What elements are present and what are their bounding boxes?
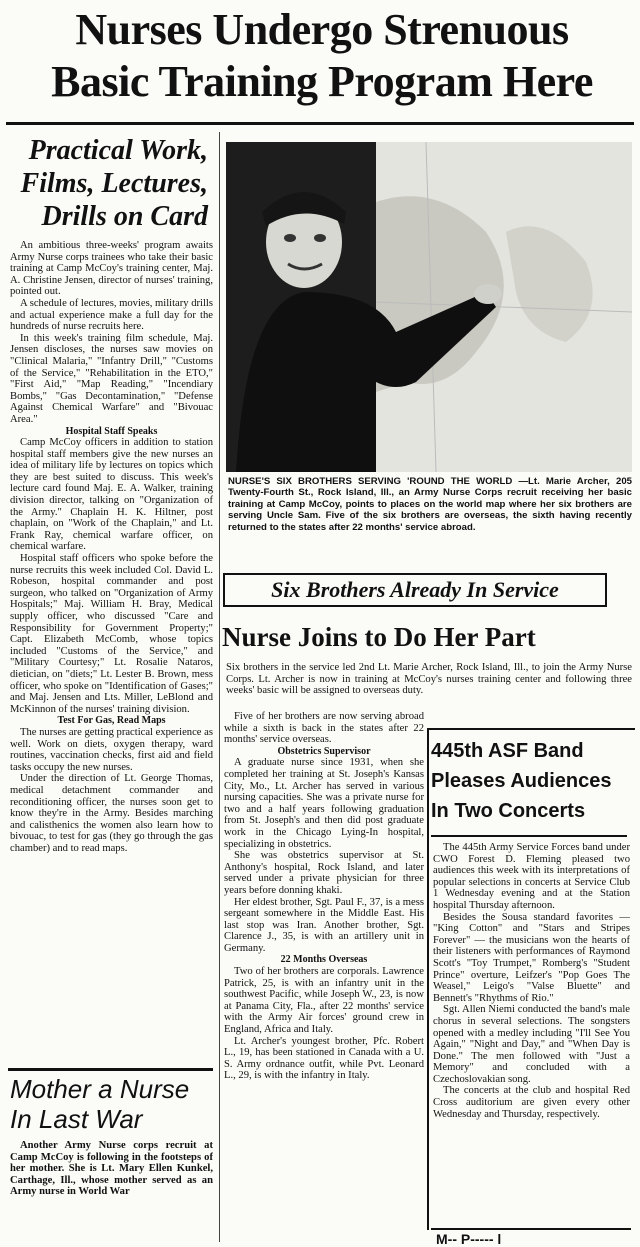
archer-subhead-2: 22 Months Overseas	[280, 954, 368, 966]
archer-p1: Five of her brothers are now serving abroad while a sixth is back in the states after 22 months' service overseas.	[224, 711, 424, 746]
deck-line-2: Films, Lectures,	[20, 168, 208, 199]
band-story	[433, 842, 630, 1232]
headline	[8, 4, 636, 108]
mother-story	[10, 1140, 213, 1245]
mother-p1: Another Army Nurse corps recruit at Camp McCoy is following in the footsteps of her mother. She is Lt. Mary Ellen Kunkel, Carthage, Ill., whose mother served as an Army nurse in World War	[10, 1140, 213, 1198]
archer-lead: Six brothers in the service led 2nd Lt. Marie Archer, Rock Island, Ill., to join the Army Nurse Corps. Lt. Archer is now in training at McCoy's nurses training center and following three weeks' basic will be assigned to overseas duty.	[226, 662, 632, 697]
band-headline	[431, 736, 631, 826]
main-p2: A schedule of lectures, movies, military drills and actual experience make a full day for the hundreds of nurse recruits here.	[10, 297, 213, 333]
deck	[8, 134, 208, 233]
photo-nurse-map	[226, 142, 632, 472]
six-brothers-heading: Six Brothers Already In Service	[223, 573, 607, 607]
archer-p5: Two of her brothers are corporals. Lawrence Patrick, 25, is with an infantry unit in the southwest Pacific, while Joseph W., 23, is now at Panama City, Fla., after 22 months' service with the Army Air forces' ground crew in England, Africa and Italy.	[224, 966, 424, 1036]
archer-p4: Her eldest brother, Sgt. Paul F., 37, is a mess sergeant somewhere in the Middle East. His last stop was Iran. Another brother, Sgt. Clarence J., 35, is with an artillery unit in Germany.	[224, 896, 424, 954]
headline-line-2: Basic Training Program Here	[51, 57, 593, 106]
band-rule	[431, 835, 627, 837]
archer-p2: A graduate nurse since 1931, when she completed her training at St. Joseph's Kansas City, Mo., Lt. Archer has served in various nursing capacities. She was a private nurse for two and a half years following graduation from St. Joseph's and then did post graduate work in the Chicago Lying-In hospital, specializing in obstetrics.	[224, 757, 424, 850]
archer-headline: Nurse Joins to Do Her Part	[222, 622, 536, 652]
deck-line-3: Drills on Card	[41, 201, 208, 232]
band-bottom-rule	[431, 1228, 631, 1230]
column-divider	[219, 132, 220, 1242]
main-p3: In this week's training film schedule, Maj. Jensen discloses, the nurses saw movies on "Clinical Malaria," "Infantry Drill," "Customs of the Service," "Rehabilitation in the ETO," "First Aid," "Map Reading," "Incendiary Bombs," "Gas Decontamination," "Defense Against Chemical Warfare" and "Bivouac Area."	[10, 332, 213, 425]
main-story	[10, 240, 213, 854]
next-headline-cut: M-- P----- l	[436, 1232, 502, 1246]
archer-story	[224, 711, 424, 1243]
band-p2: Besides the Sousa standard favorites — "King Cotton" and "Stars and Stripes Forever" — the musicians won the hearts of their listeners with performances of Raymond Scott's "Toy Trumpet," Romberg's "Student Prince" overture, Leifzer's "Pop Goes The Weasel," Leigo's "Valse Bluette" and Bennett's "Rhythms of Rio."	[433, 911, 630, 1004]
main-p6: The nurses are getting practical experience as well. Work on diets, oxygen therapy, ward routines, vaccination checks, first aid and field tasks occupy the new nurses.	[10, 726, 213, 773]
band-head-line-2: Pleases Audiences	[431, 770, 612, 792]
band-p1: The 445th Army Service Forces band under CWO Forest D. Fleming pleased two audiences this week with its interpretations of popular selections in concerts at Service Club 1 Wednesday evening and at the Station hospital Thursday afternoon.	[433, 842, 630, 911]
band-head-line-1: 445th ASF Band	[431, 740, 584, 762]
deck-line-1: Practical Work,	[28, 135, 208, 166]
main-subhead-1: Hospital Staff Speaks	[65, 425, 158, 437]
band-p4: The concerts at the club and hospital Red Cross auditorium are given every other Wednesday and Thursday, respectively.	[433, 1085, 630, 1120]
band-head-line-3: In Two Concerts	[431, 800, 586, 822]
headline-rule	[6, 122, 634, 125]
mother-head-line-2: In Last War	[10, 1104, 143, 1134]
main-p1: An ambitious three-weeks' program awaits Army Nurse corps trainees who take their basic training at Camp McCoy's training center, Maj. A. Christine Jensen, director of nurses' training, pointed out.	[10, 240, 213, 298]
main-subhead-2: Test For Gas, Read Maps	[57, 715, 166, 727]
archer-p3: She was obstetrics supervisor at St. Anthony's hospital, Rock Island, and later served under a private physician for three years before donning khaki.	[224, 850, 424, 896]
headline-line-1: Nurses Undergo Strenuous	[75, 5, 569, 54]
photo-caption: NURSE'S SIX BROTHERS SERVING 'ROUND THE WORLD —Lt. Marie Archer, 205 Twenty-Fourth St., Rock Island, Ill., an Army Nurse Corps recruit receiving her basic training at Camp McCoy, points to places on the world map where her six brothers are serving Uncle Sam. Five of the six brothers are overseas, the sixth having recently returned to the states after 22 months' service abroad.	[228, 476, 632, 533]
band-p3: Sgt. Allen Niemi conducted the band's male chorus in several selections. The songsters opened with a medley including "I'll See You Again," "Night and Day," and "When Day is Done." The men followed with "Just a Memory" and concluded with a Czechoslovakian song.	[433, 1004, 630, 1085]
archer-subhead-1: Obstetrics Supervisor	[277, 745, 371, 757]
photo-illustration	[226, 142, 632, 472]
mother-headline	[10, 1074, 215, 1134]
mother-rule	[8, 1068, 213, 1071]
archer-p6: Lt. Archer's youngest brother, Pfc. Robert L., 19, has been stationed in Canada with a U. S. Army ordnance outfit, while Pvt. Leonard L., 29, is with the infantry in Italy.	[224, 1035, 424, 1082]
main-p5: Hospital staff officers who spoke before the nurse recruits this week included Col. David L. Robeson, hospital commander and post surgeon, who talked on "Organization of Army Hospitals;" Maj. William H. Bray, Medical supply officer, who discussed "Care and Responsibility for Government Property;" Capt. Elizabeth McComb, whose topics included "Customs of the Service," and "Military Courtesy;" Lt. Rosalie Nataros, dietician, on "diets;" Lt. Lester B. Brown, mess officer, who spoke on "Identification of Gases;" and Maj. Jensen and Lts. Miller, LeBlond and McKinnon of the nurses' training division.	[10, 553, 213, 715]
mother-head-line-1: Mother a Nurse	[10, 1074, 190, 1104]
main-p4: Camp McCoy officers in addition to station hospital staff members give the new nurses an idea of military life by lectures on topics which they are best suited to discuss. This week's lecture card found Maj. E. A. Walker, training division director, talking on "Organization of the Army." Chaplain H. K. Hiltner, post chaplain, on "Work of the Chaplain," and Lt. Frank Ray, chemical warfare officer, on chemical warfare.	[10, 437, 213, 553]
main-p7: Under the direction of Lt. George Thomas, medical detachment commander and reconditioning officer, the nurses soon get to know they're in the Army. Besides marching and calisthenics the women also learn how to bivouac, to test for gas (they go through the gas chamber) and to read maps.	[10, 773, 213, 854]
